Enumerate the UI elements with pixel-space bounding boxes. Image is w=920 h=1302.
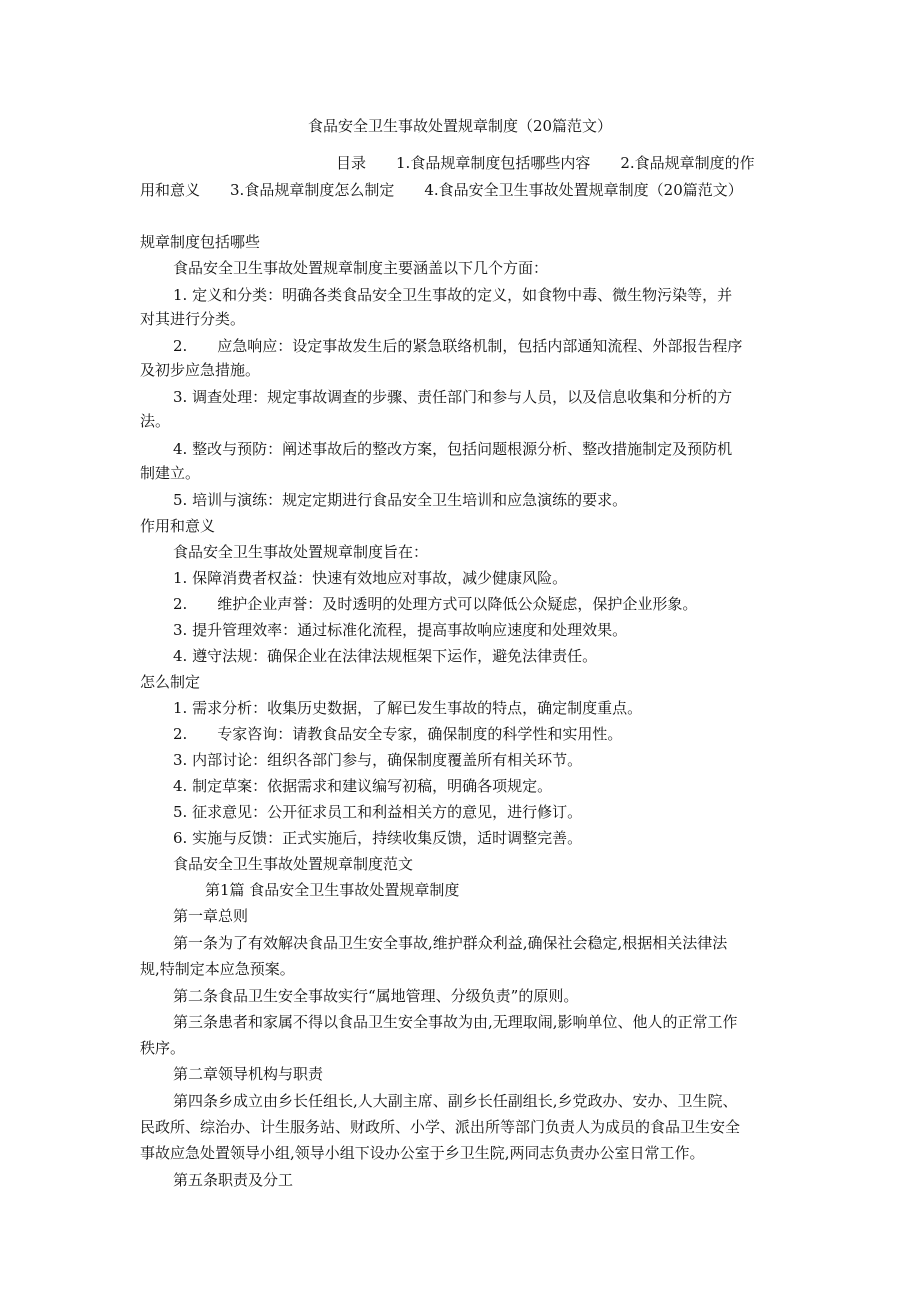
article-paragraph-continuation: 事故应急处置领导小组,领导小组下设办公室于乡卫生院,两同志负责办公室日常工作。 <box>140 1144 705 1162</box>
chapter-heading: 第一章总则 <box>173 907 249 925</box>
chapter-heading: 第二章领导机构与职责 <box>173 1065 324 1083</box>
list-item: 4. 遵守法规：确保企业在法律法规框架下运作，避免法律责任。 <box>173 647 598 665</box>
article-paragraph: 第五条职责及分工 <box>173 1171 294 1189</box>
article-paragraph: 第三条患者和家属不得以食品卫生安全事故为由,无理取闹,影响单位、他人的正常工作 <box>173 1013 738 1031</box>
toc-item-4: 4.食品安全卫生事故处置规章制度（20篇范文） <box>424 181 743 199</box>
document-title: 食品安全卫生事故处置规章制度（20篇范文） <box>307 117 613 135</box>
list-item-continuation: 法。 <box>140 412 171 430</box>
list-item: 6. 实施与反馈：正式实施后，持续收集反馈，适时调整完善。 <box>173 829 583 847</box>
paragraph: 食品安全卫生事故处置规章制度主要涵盖以下几个方面： <box>173 259 549 277</box>
list-item: 1. 保障消费者权益：快速有效地应对事故，减少健康风险。 <box>173 569 568 587</box>
article-paragraph: 第一条为了有效解决食品卫生安全事故,维护群众利益,确保社会稳定,根据相关法律法 <box>173 934 728 952</box>
section-heading: 怎么制定 <box>140 673 201 691</box>
list-item-continuation: 对其进行分类。 <box>140 310 246 328</box>
article-title: 第1篇 食品安全卫生事故处置规章制度 <box>205 881 460 899</box>
list-item-continuation: 及初步应急措施。 <box>140 361 261 379</box>
list-item: 5. 培训与演练：规定定期进行食品安全卫生培训和应急演练的要求。 <box>173 491 628 509</box>
article-paragraph: 第四条乡成立由乡长任组长,人大副主席、副乡长任副组长,乡党政办、安办、卫生院、 <box>173 1092 738 1110</box>
article-paragraph: 第二条食品卫生安全事故实行“属地管理、分级负责”的原则。 <box>173 987 579 1005</box>
toc-line-2 <box>140 179 743 201</box>
list-item: 4. 制定草案：依据需求和建议编写初稿，明确各项规定。 <box>173 777 553 795</box>
list-item: 2. 应急响应：设定事故发生后的紧急联络机制，包括内部通知流程、外部报告程序 <box>173 337 743 355</box>
section-heading: 规章制度包括哪些 <box>140 233 261 251</box>
list-item: 2. 专家咨询：请教食品安全专家，确保制度的科学性和实用性。 <box>173 725 623 743</box>
toc-item-1: 1.食品规章制度包括哪些内容 <box>396 154 591 172</box>
toc-item-2-part-b: 用和意义 <box>140 181 201 199</box>
list-item: 1. 定义和分类：明确各类食品安全卫生事故的定义，如食物中毒、微生物污染等，并 <box>173 286 733 304</box>
article-paragraph-continuation: 民政所、综治办、计生服务站、财政所、小学、派出所等部门负责人为成员的食品卫生安全 <box>140 1118 741 1136</box>
section-heading: 食品安全卫生事故处置规章制度范文 <box>173 855 414 873</box>
article-paragraph-continuation: 规,特制定本应急预案。 <box>140 960 295 978</box>
list-item: 4. 整改与预防：阐述事故后的整改方案，包括问题根源分析、整改措施制定及预防机 <box>173 440 733 458</box>
section-heading: 作用和意义 <box>140 517 216 535</box>
list-item: 1. 需求分析：收集历史数据，了解已发生事故的特点，确定制度重点。 <box>173 699 643 717</box>
paragraph: 食品安全卫生事故处置规章制度旨在： <box>173 543 429 561</box>
list-item-continuation: 制建立。 <box>140 464 201 482</box>
toc-line-1 <box>336 152 755 174</box>
list-item: 3. 提升管理效率：通过标准化流程，提高事故响应速度和处理效果。 <box>173 621 628 639</box>
list-item: 3. 调查处理：规定事故调查的步骤、责任部门和参与人员，以及信息收集和分析的方 <box>173 388 733 406</box>
toc-label: 目录 <box>336 154 367 172</box>
list-item: 5. 征求意见：公开征求员工和利益相关方的意见，进行修订。 <box>173 803 583 821</box>
list-item: 3. 内部讨论：组织各部门参与，确保制度覆盖所有相关环节。 <box>173 751 583 769</box>
toc-item-3: 3.食品规章制度怎么制定 <box>230 181 395 199</box>
article-paragraph-continuation: 秩序。 <box>140 1039 186 1057</box>
list-item: 2. 维护企业声誉：及时透明的处理方式可以降低公众疑虑，保护企业形象。 <box>173 595 698 613</box>
toc-item-2-part-a: 2.食品规章制度的作 <box>620 154 755 172</box>
